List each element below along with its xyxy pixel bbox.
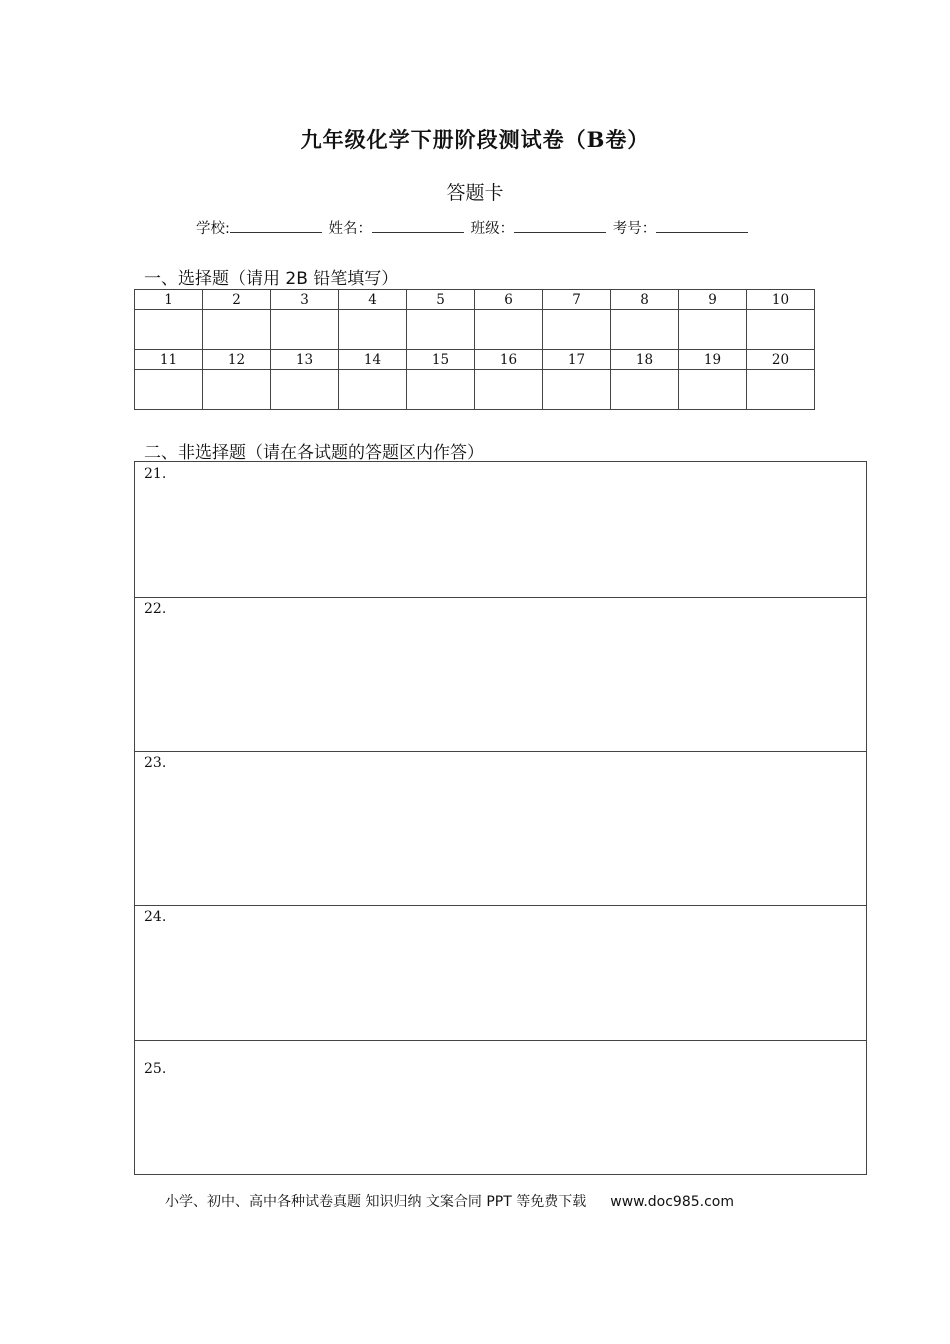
choice-answer-cell[interactable] xyxy=(135,310,203,350)
exam-no-label: 考号： xyxy=(612,221,657,237)
exam-no-field[interactable] xyxy=(656,218,748,233)
choice-number: 18 xyxy=(611,350,679,370)
footer-text: 小学、初中、高中各种试卷真题 知识归纳 文案合同 PPT 等免费下载 xyxy=(165,1194,587,1210)
question-number: 25. xyxy=(144,1061,167,1077)
choice-number: 15 xyxy=(407,350,475,370)
choice-number: 17 xyxy=(543,350,611,370)
choice-number: 8 xyxy=(611,290,679,310)
class-label: 班级： xyxy=(470,221,515,237)
choice-number: 11 xyxy=(135,350,203,370)
choice-number: 14 xyxy=(339,350,407,370)
question-number: 22. xyxy=(144,601,167,617)
question-number: 24. xyxy=(144,909,167,925)
choice-number: 4 xyxy=(339,290,407,310)
choice-number: 9 xyxy=(679,290,747,310)
page-subtitle: 答题卡 xyxy=(446,182,504,204)
choice-answer-cell[interactable] xyxy=(407,310,475,350)
choice-number: 19 xyxy=(679,350,747,370)
choice-number: 20 xyxy=(747,350,815,370)
choice-answer-cell[interactable] xyxy=(475,310,543,350)
choice-answer-cell[interactable] xyxy=(475,370,543,410)
section1-heading: 一、选择题（请用 2B 铅笔填写） xyxy=(144,269,399,289)
choice-answer-table xyxy=(134,289,815,410)
question-number: 23. xyxy=(144,755,167,771)
page-title: 九年级化学下册阶段测试卷（B卷） xyxy=(300,127,650,152)
choice-number: 3 xyxy=(271,290,339,310)
choice-answer-row xyxy=(135,370,815,410)
written-answer-area xyxy=(134,461,867,1175)
name-label: 姓名： xyxy=(328,221,372,237)
choice-number: 6 xyxy=(475,290,543,310)
choice-number: 2 xyxy=(203,290,271,310)
choice-number-row xyxy=(135,290,815,310)
question-number: 21. xyxy=(144,466,167,482)
answer-box-22[interactable] xyxy=(135,598,866,752)
school-field[interactable] xyxy=(230,218,322,233)
student-info-line xyxy=(196,217,750,238)
choice-answer-cell[interactable] xyxy=(679,310,747,350)
choice-number: 16 xyxy=(475,350,543,370)
footer-url[interactable]: www.doc985.com xyxy=(610,1194,734,1210)
choice-answer-cell[interactable] xyxy=(203,370,271,410)
choice-answer-cell[interactable] xyxy=(271,310,339,350)
school-label: 学校: xyxy=(196,221,230,237)
choice-answer-cell[interactable] xyxy=(747,310,815,350)
choice-answer-cell[interactable] xyxy=(135,370,203,410)
choice-answer-cell[interactable] xyxy=(339,310,407,350)
choice-answer-cell[interactable] xyxy=(611,370,679,410)
choice-number: 13 xyxy=(271,350,339,370)
choice-answer-row xyxy=(135,310,815,350)
choice-number: 10 xyxy=(747,290,815,310)
answer-box-25[interactable] xyxy=(135,1041,866,1174)
choice-answer-cell[interactable] xyxy=(339,370,407,410)
choice-number: 1 xyxy=(135,290,203,310)
name-field[interactable] xyxy=(372,218,464,233)
choice-answer-cell[interactable] xyxy=(407,370,475,410)
choice-answer-cell[interactable] xyxy=(611,310,679,350)
choice-answer-cell[interactable] xyxy=(679,370,747,410)
answer-box-24[interactable] xyxy=(135,906,866,1041)
choice-answer-cell[interactable] xyxy=(543,310,611,350)
section2-heading: 二、非选择题（请在各试题的答题区内作答） xyxy=(144,443,484,463)
answer-box-23[interactable] xyxy=(135,752,866,906)
choice-answer-cell[interactable] xyxy=(543,370,611,410)
choice-number: 12 xyxy=(203,350,271,370)
choice-number-row xyxy=(135,350,815,370)
choice-answer-cell[interactable] xyxy=(271,370,339,410)
choice-number: 7 xyxy=(543,290,611,310)
footer xyxy=(165,1191,734,1211)
choice-answer-cell[interactable] xyxy=(203,310,271,350)
answer-box-21[interactable] xyxy=(135,462,866,598)
choice-answer-cell[interactable] xyxy=(747,370,815,410)
class-field[interactable] xyxy=(514,218,606,233)
choice-number: 5 xyxy=(407,290,475,310)
